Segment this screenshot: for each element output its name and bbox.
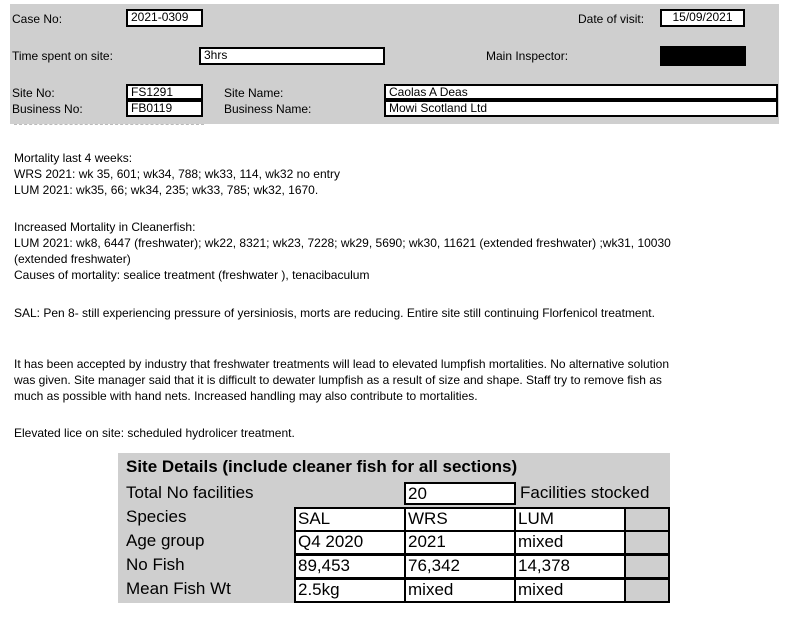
age-wrs: 2021 [404, 530, 516, 555]
age-lum: mixed [514, 530, 626, 555]
cleanerfish-lum-cont: (extended freshwater) [14, 252, 131, 266]
business-name-label: Business Name: [224, 102, 312, 116]
lice-note [14, 425, 784, 441]
nofish-wrs: 76,342 [404, 554, 516, 579]
mortality-wrs: WRS 2021: wk 35, 601; wk34, 788; wk33, 114, wk32 no entry [14, 167, 340, 181]
age-extra [624, 530, 670, 555]
species-lum: LUM [514, 507, 626, 532]
sal-note-text: SAL: Pen 8- still experiencing pressure of yersiniosis, morts are reducing. Entire site still continuing Florfenicol treatment. [14, 306, 655, 320]
cleanerfish-causes: Causes of mortality: sealice treatment (freshwater ), tenacibaculum [14, 268, 370, 282]
business-name-field: Mowi Scotland Ltd [384, 100, 778, 117]
date-label: Date of visit: [578, 12, 645, 26]
time-label: Time spent on site: [12, 49, 113, 63]
species-sal: SAL [294, 507, 406, 532]
species-extra [624, 507, 670, 532]
age-group-label: Age group [126, 531, 205, 550]
business-no-field: FB0119 [126, 100, 203, 117]
weight-lum: mixed [514, 578, 626, 603]
site-name-field: Caolas A Deas [384, 84, 778, 100]
facilities-stocked-label: Facilities stocked [520, 483, 650, 502]
case-no-field: 2021-0309 [126, 9, 203, 27]
industry-notes [14, 356, 784, 404]
total-facilities-label: Total No facilities [126, 483, 254, 502]
industry-line-3: much as possible with hand nets. Increased handling may also contribute to mortalities. [14, 389, 478, 403]
cleanerfish-lum: LUM 2021: wk8, 6447 (freshwater); wk22, 8321; wk23, 7228; wk29, 5690; wk30, 11621 (extended freshwater) ;wk31, 10030 [14, 236, 671, 250]
mortality-lum: LUM 2021: wk35, 66; wk34, 235; wk33, 785; wk32, 1670. [14, 183, 319, 197]
site-details-title: Site Details (include cleaner fish for all sections) [126, 457, 518, 476]
nofish-lum: 14,378 [514, 554, 626, 579]
site-no-label: Site No: [12, 86, 55, 100]
weight-wrs: mixed [404, 578, 516, 603]
sal-note [14, 305, 784, 321]
lice-note-text: Elevated lice on site: scheduled hydrolicer treatment. [14, 426, 295, 440]
cut-off-line [14, 124, 204, 128]
cleanerfish-notes [14, 219, 784, 283]
mean-fish-wt-label: Mean Fish Wt [126, 579, 231, 598]
site-no-field: FS1291 [126, 84, 203, 100]
inspector-redacted [660, 46, 746, 66]
weight-sal: 2.5kg [294, 578, 406, 603]
site-details-table [118, 453, 670, 603]
inspector-label: Main Inspector: [486, 49, 569, 63]
mortality-heading: Mortality last 4 weeks: [14, 151, 133, 165]
species-wrs: WRS [404, 507, 516, 532]
business-no-label: Business No: [12, 102, 83, 116]
case-no-label: Case No: [12, 12, 63, 26]
weight-extra [624, 578, 670, 603]
site-name-label: Site Name: [224, 86, 284, 100]
species-label: Species [126, 507, 187, 526]
nofish-extra [624, 554, 670, 579]
mortality-notes [14, 150, 784, 198]
visit-header [10, 4, 779, 124]
industry-line-2: was given. Site manager said that it is difficult to dewater lumpfish as a result of size and shape. Staff try to remove fish as [14, 373, 662, 387]
date-field: 15/09/2021 [660, 9, 745, 27]
total-facilities-value: 20 [404, 482, 516, 505]
time-field: 3hrs [199, 47, 385, 65]
age-sal: Q4 2020 [294, 530, 406, 555]
industry-line-1: It has been accepted by industry that freshwater treatments will lead to elevated lumpfish mortalities. No alternative solution [14, 357, 670, 371]
cleanerfish-heading: Increased Mortality in Cleanerfish: [14, 220, 196, 234]
nofish-sal: 89,453 [294, 554, 406, 579]
no-fish-label: No Fish [126, 555, 185, 574]
